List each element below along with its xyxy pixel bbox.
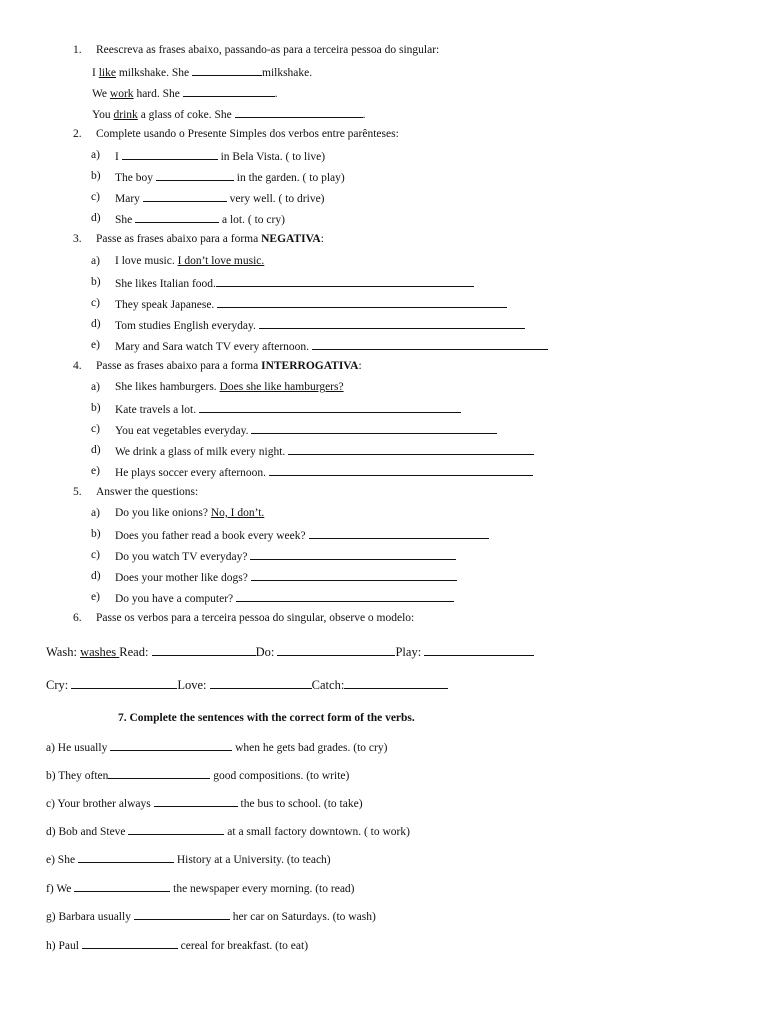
verb-label: Love: bbox=[177, 678, 210, 692]
answer-blank[interactable] bbox=[108, 768, 210, 779]
item-letter: c) bbox=[91, 423, 100, 435]
q1-line-2-post: . bbox=[274, 88, 278, 100]
item-text: g) Barbara usually bbox=[46, 911, 134, 923]
item-letter: d) bbox=[91, 212, 101, 224]
item-text: Kate travels a lot. bbox=[115, 404, 199, 416]
item-text: her car on Saturdays. (to wash) bbox=[229, 911, 376, 923]
item-text: Mary and Sara watch TV every afternoon. bbox=[115, 341, 312, 353]
item-text: cereal for breakfast. (to eat) bbox=[177, 940, 309, 952]
q7-title-text: 7. Complete the sentences with the correct form of the verbs. bbox=[118, 712, 415, 724]
item-text: b) They often bbox=[46, 770, 109, 782]
item-letter: b) bbox=[91, 170, 101, 182]
item-letter: c) bbox=[91, 549, 100, 561]
item-letter: b) bbox=[91, 276, 101, 288]
item-letter: e) bbox=[91, 339, 100, 351]
item-letter: c) bbox=[91, 297, 100, 309]
item-text: c) Your brother always bbox=[46, 798, 154, 810]
item-text: Mary bbox=[115, 193, 143, 205]
q3-instruction-bold: NEGATIVA bbox=[261, 233, 321, 245]
item-letter: b) bbox=[91, 528, 101, 540]
item-text: You eat vegetables everyday. bbox=[115, 425, 252, 437]
q4-instruction-pre: Passe as frases abaixo para a forma bbox=[96, 360, 262, 372]
q3-instruction-post: : bbox=[320, 233, 324, 245]
answer-blank[interactable] bbox=[288, 444, 534, 455]
item-text: Do you like onions? bbox=[115, 507, 211, 519]
item-text: f) We bbox=[46, 883, 75, 895]
q1-line-1-verb: like bbox=[98, 67, 116, 79]
q6-row-2 bbox=[46, 678, 448, 693]
item-text: very well. ( to drive) bbox=[226, 193, 325, 205]
example-answer: Does she like hamburgers? bbox=[219, 381, 344, 393]
item-text: Does you father read a book every week? bbox=[115, 530, 309, 542]
q1-line-2-pre: We bbox=[92, 88, 110, 100]
item-text: in Bela Vista. ( to live) bbox=[217, 151, 326, 163]
item-letter: a) bbox=[91, 507, 100, 519]
answer-blank[interactable] bbox=[250, 549, 456, 560]
q7-item-c bbox=[46, 796, 363, 810]
item-text: a lot. ( to cry) bbox=[219, 214, 285, 226]
item-letter: e) bbox=[91, 465, 100, 477]
verb-label: Catch: bbox=[311, 678, 345, 692]
item-letter: a) bbox=[91, 149, 100, 161]
answer-blank[interactable] bbox=[154, 796, 238, 807]
q1-line-2-verb: work bbox=[109, 88, 134, 100]
answer-blank[interactable] bbox=[135, 212, 219, 223]
answer-blank[interactable] bbox=[312, 339, 548, 350]
q7-item-d bbox=[46, 824, 410, 838]
q4-instruction-bold: INTERROGATIVA bbox=[261, 360, 359, 372]
answer-blank[interactable] bbox=[251, 570, 457, 581]
q7-title bbox=[118, 712, 415, 724]
item-text: h) Paul bbox=[46, 940, 82, 952]
item-text: She likes Italian food. bbox=[115, 278, 216, 290]
item-letter: b) bbox=[91, 402, 101, 414]
answer-blank[interactable] bbox=[156, 170, 234, 181]
item-text: Do you have a computer? bbox=[115, 593, 237, 605]
item-text: They speak Japanese. bbox=[115, 299, 218, 311]
answer-blank[interactable] bbox=[309, 528, 489, 539]
q1-line-1-post: milkshake. bbox=[262, 67, 313, 79]
q7-item-a bbox=[46, 740, 387, 754]
answer-blank[interactable] bbox=[152, 645, 256, 656]
example-answer: washes bbox=[80, 645, 120, 659]
q4-number: 4. bbox=[73, 360, 82, 372]
answer-blank[interactable] bbox=[134, 909, 230, 920]
item-text: He plays soccer every afternoon. bbox=[115, 467, 269, 479]
q1-line-3-pre: You bbox=[92, 109, 114, 121]
item-text: Tom studies English everyday. bbox=[115, 320, 259, 332]
verb-label: Play: bbox=[395, 645, 425, 659]
item-text: She bbox=[115, 214, 136, 226]
item-text: when he gets bad grades. (to cry) bbox=[232, 742, 388, 754]
answer-blank[interactable] bbox=[344, 678, 448, 689]
item-text: Does your mother like dogs? bbox=[115, 572, 251, 584]
answer-blank[interactable] bbox=[71, 678, 177, 689]
item-letter: c) bbox=[91, 191, 100, 203]
verb-label: Wash: bbox=[46, 645, 81, 659]
item-text: good compositions. (to write) bbox=[210, 770, 350, 782]
item-text: e) She bbox=[46, 854, 78, 866]
answer-blank[interactable] bbox=[74, 881, 170, 892]
q7-item-g bbox=[46, 909, 376, 923]
item-text: the bus to school. (to take) bbox=[237, 798, 363, 810]
verb-label: Cry: bbox=[46, 678, 72, 692]
answer-blank[interactable] bbox=[424, 645, 534, 656]
answer-blank[interactable] bbox=[217, 297, 507, 308]
answer-blank[interactable] bbox=[251, 423, 497, 434]
q1-number: 1. bbox=[73, 44, 82, 56]
item-text: The boy bbox=[115, 172, 156, 184]
answer-blank[interactable] bbox=[183, 86, 275, 97]
item-letter: d) bbox=[91, 570, 101, 582]
item-letter: e) bbox=[91, 591, 100, 603]
item-text: I bbox=[115, 151, 122, 163]
q7-item-e bbox=[46, 852, 331, 866]
q5-number: 5. bbox=[73, 486, 82, 498]
item-letter: a) bbox=[91, 381, 100, 393]
q1-line-1 bbox=[92, 65, 312, 79]
q4-instruction bbox=[96, 360, 362, 372]
q1-line-1-pre: I bbox=[92, 67, 99, 79]
item-letter: d) bbox=[91, 444, 101, 456]
item-text: a) He usually bbox=[46, 742, 111, 754]
answer-blank[interactable] bbox=[216, 276, 474, 287]
item-text: Do you watch TV everyday? bbox=[115, 551, 251, 563]
answer-blank[interactable] bbox=[269, 465, 533, 476]
item-letter: d) bbox=[91, 318, 101, 330]
item-text: the newspaper every morning. (to read) bbox=[170, 883, 355, 895]
answer-blank[interactable] bbox=[143, 191, 227, 202]
q7-item-f bbox=[46, 881, 355, 895]
answer-blank[interactable] bbox=[277, 645, 395, 656]
q7-item-h bbox=[46, 938, 308, 952]
answer-blank[interactable] bbox=[210, 678, 312, 689]
item-text: I love music. bbox=[115, 255, 178, 267]
answer-blank[interactable] bbox=[235, 107, 363, 118]
q6-row-1 bbox=[46, 645, 534, 660]
verb-label: Read: bbox=[119, 645, 152, 659]
answer-blank[interactable] bbox=[192, 65, 262, 76]
q1-line-3 bbox=[92, 107, 365, 121]
answer-blank[interactable] bbox=[259, 318, 525, 329]
q1-line-3-post: . bbox=[362, 109, 366, 121]
answer-blank[interactable] bbox=[128, 824, 224, 835]
q3-instruction-pre: Passe as frases abaixo para a forma bbox=[96, 233, 262, 245]
q2-number: 2. bbox=[73, 128, 82, 140]
answer-blank[interactable] bbox=[78, 852, 174, 863]
verb-label: Do: bbox=[255, 645, 278, 659]
q7-item-b bbox=[46, 768, 349, 782]
q3-instruction bbox=[96, 233, 324, 245]
q3-number: 3. bbox=[73, 233, 82, 245]
q2-instruction: Complete usando o Presente Simples dos verbos entre parênteses: bbox=[96, 128, 399, 140]
item-text: at a small factory downtown. ( to work) bbox=[224, 826, 410, 838]
answer-blank[interactable] bbox=[199, 402, 461, 413]
answer-blank[interactable] bbox=[236, 591, 454, 602]
q6-instruction: Passe os verbos para a terceira pessoa do singular, observe o modelo: bbox=[96, 612, 415, 624]
answer-blank[interactable] bbox=[122, 149, 218, 160]
item-text: d) Bob and Steve bbox=[46, 826, 129, 838]
item-text: History at a University. (to teach) bbox=[173, 854, 331, 866]
item-text: We drink a glass of milk every night. bbox=[115, 446, 289, 458]
answer-blank[interactable] bbox=[82, 938, 178, 949]
q1-line-3-verb: drink bbox=[113, 109, 138, 121]
item-text: in the garden. ( to play) bbox=[233, 172, 345, 184]
q6-number: 6. bbox=[73, 612, 82, 624]
answer-blank[interactable] bbox=[110, 740, 232, 751]
q4-instruction-post: : bbox=[358, 360, 362, 372]
q1-instruction: Reescreva as frases abaixo, passando-as para a terceira pessoa do singular: bbox=[96, 44, 440, 56]
example-answer: No, I don’t. bbox=[210, 507, 265, 519]
q1-line-1-mid: milkshake. She bbox=[115, 67, 192, 79]
item-letter: a) bbox=[91, 255, 100, 267]
q1-line-3-mid: a glass of coke. She bbox=[137, 109, 235, 121]
q1-line-2 bbox=[92, 86, 278, 100]
example-answer: I don’t love music. bbox=[177, 255, 265, 267]
q1-line-2-mid: hard. She bbox=[133, 88, 183, 100]
item-text: She likes hamburgers. bbox=[115, 381, 220, 393]
q5-instruction: Answer the questions: bbox=[96, 486, 199, 498]
